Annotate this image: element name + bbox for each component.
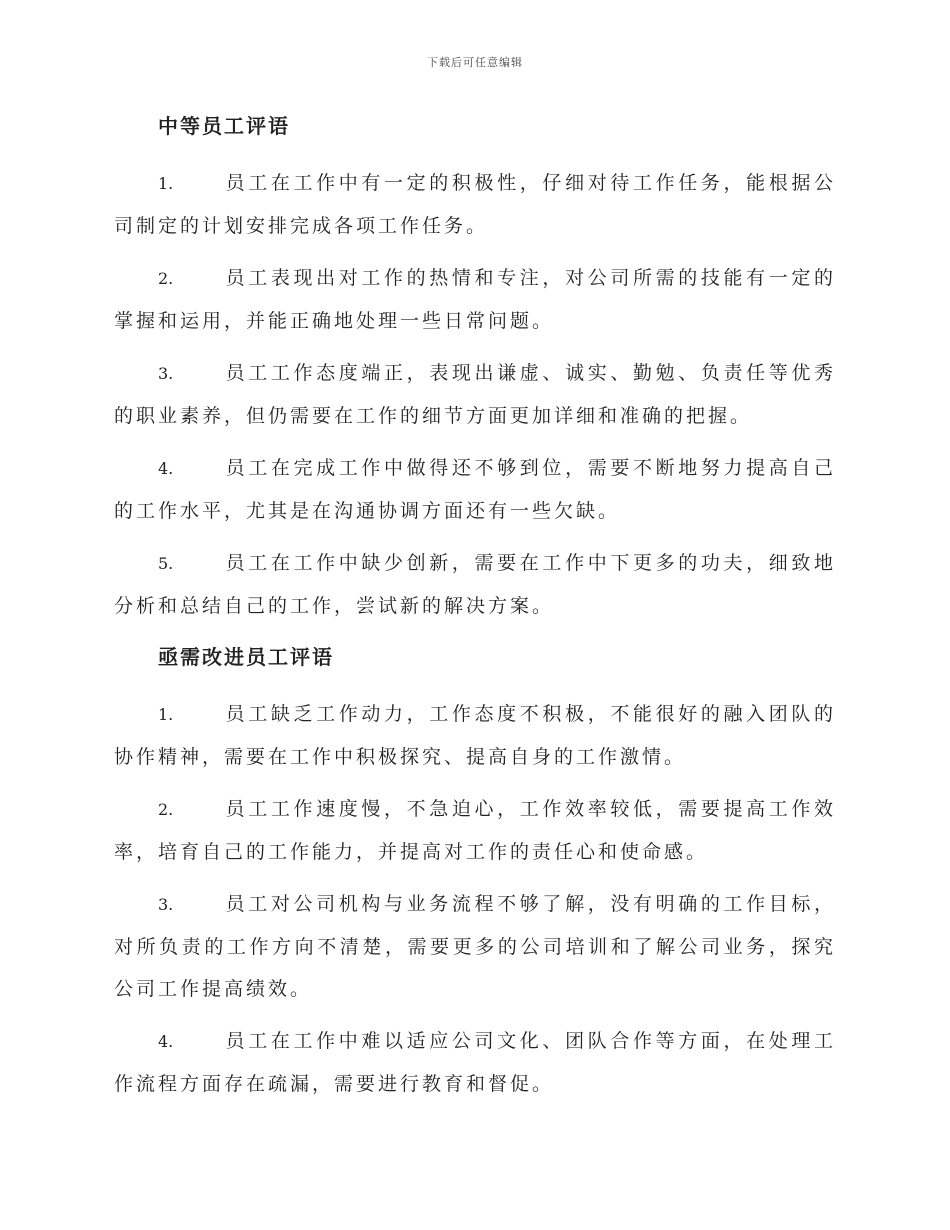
list-item [114,788,836,873]
item-text: 员工在完成工作中做得还不够到位，需要不断地努力提高自己的工作水平，尤其是在沟通协调方面还有一些欠缺。 [114,457,836,522]
item-number: 4. [158,459,174,478]
item-text: 员工工作态度端正，表现出谦虚、诚实、勤勉、负责任等优秀的职业素养，但仍需要在工作的细节方面更加详细和准确的把握。 [114,362,836,427]
item-text: 员工在工作中有一定的积极性，仔细对待工作任务，能根据公司制定的计划安排完成各项工作任务。 [114,172,836,237]
list-item [114,542,836,627]
list-item [114,162,836,247]
section-title: 亟需改进员工评语 [158,645,334,669]
item-text: 员工工作速度慢，不急迫心，工作效率较低，需要提高工作效率，培育自己的工作能力，并提高对工作的责任心和使命感。 [114,798,836,863]
list-item [114,447,836,532]
section-average-employees [114,110,836,627]
section-needs-improvement [114,641,836,1105]
item-text: 员工在工作中难以适应公司文化、团队合作等方面，在处理工作流程方面存在疏漏，需要进行教育和督促。 [114,1030,836,1095]
item-number: 4. [158,1032,174,1051]
item-text: 员工缺乏工作动力，工作态度不积极，不能很好的融入团队的协作精神，需要在工作中积极探究、提高自身的工作激情。 [114,703,836,768]
section-title: 中等员工评语 [158,114,290,138]
list-item [114,1020,836,1105]
item-text: 员工在工作中缺少创新，需要在工作中下更多的功夫，细致地分析和总结自己的工作，尝试新的解决方案。 [114,552,836,617]
document-body [114,110,836,1115]
list-item [114,883,836,1010]
item-number: 5. [158,554,174,573]
item-number: 2. [158,800,174,819]
item-number: 3. [158,895,174,914]
item-number: 1. [158,174,174,193]
item-text: 员工对公司机构与业务流程不够了解，没有明确的工作目标，对所负责的工作方向不清楚，需要更多的公司培训和了解公司业务，探究公司工作提高绩效。 [114,893,836,1000]
item-number: 3. [158,364,174,383]
list-item [114,352,836,437]
item-number: 2. [158,269,174,288]
list-item [114,257,836,342]
item-text: 员工表现出对工作的热情和专注，对公司所需的技能有一定的掌握和运用，并能正确地处理一些日常问题。 [114,267,836,332]
list-item [114,693,836,778]
page-header: 下载后可任意编辑 [427,56,523,69]
item-number: 1. [158,705,174,724]
